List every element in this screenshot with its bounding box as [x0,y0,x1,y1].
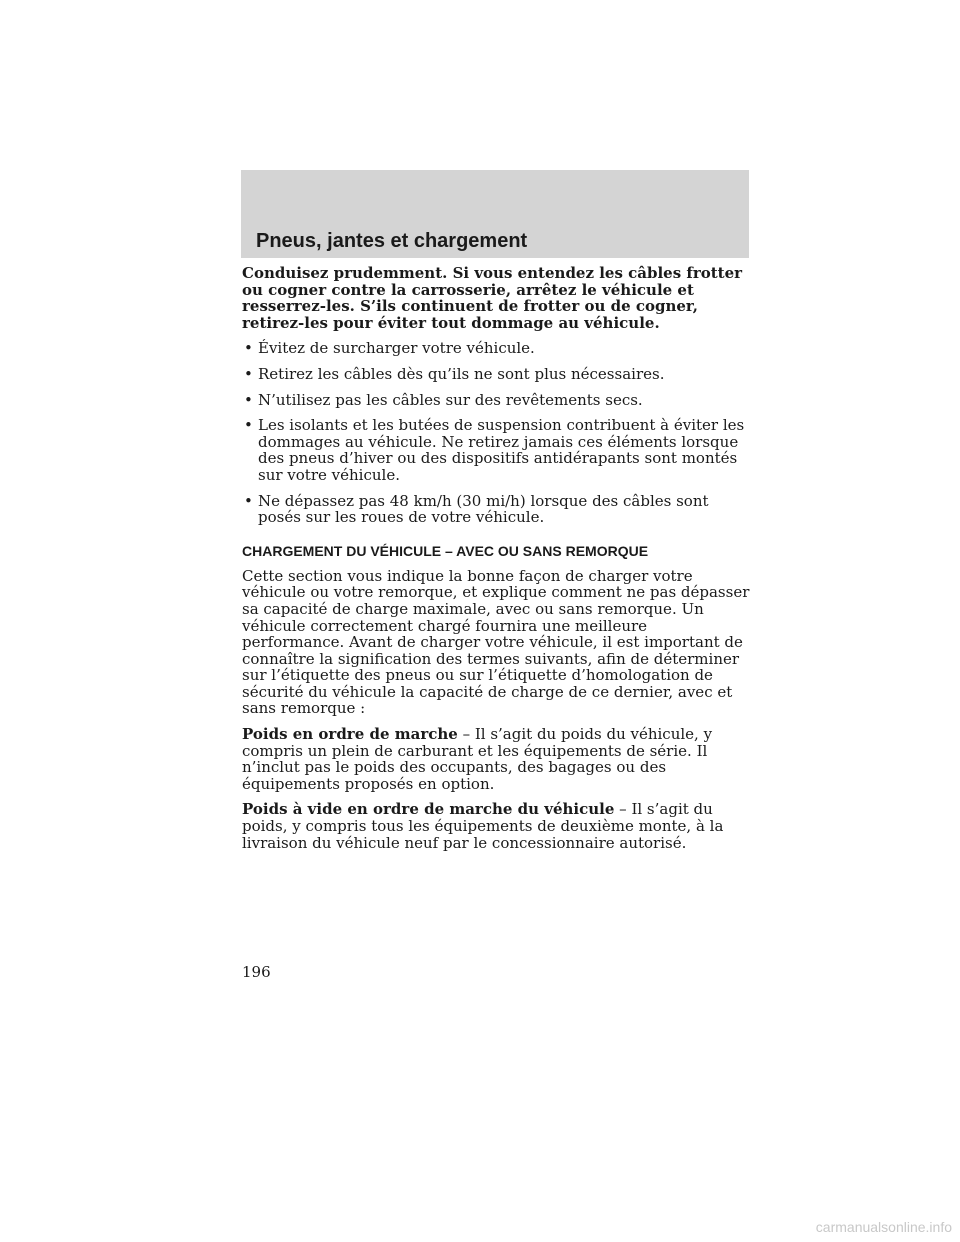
bullet-icon: • [244,491,253,510]
section-title: Pneus, jantes et chargement [256,230,528,252]
list-item [242,493,750,526]
definition-vehicle-curb-weight [242,801,750,851]
list-item-text: Ne dépassez pas 48 km/h (30 mi/h) lorsque des câbles sont posés sur les roues de votre véhicule. [258,491,709,527]
list-item [242,417,750,483]
page-content [242,265,750,860]
list-item [242,366,750,383]
definition-term: Poids en ordre de marche [242,725,458,744]
definition-text: – Il s’agit du poids du véhicule, y compris un plein de carburant et les équipements de série. Il n’inclut pas le poids des occupants, des bagages ou des équipements proposés en option. [242,725,713,793]
warning-paragraph: Conduisez prudemment. Si vous entendez les câbles frotter ou cogner contre la carrosserie, arrêtez le véhicule et resserrez-les. S’ils continuent de frotter ou de cogner, retirez-les pour éviter tout dommage au véhicule. [242,264,743,332]
list-item-text: N’utilisez pas les câbles sur des revêtements secs. [258,390,643,409]
list-item-text: Les isolants et les butées de suspension contribuent à éviter les dommages au véhicule. Ne retirez jamais ces éléments lorsque des pneus d’hiver ou des dispositifs antidérapants sont montés sur votre véhicule. [258,416,745,484]
bullet-icon: • [244,339,253,358]
loading-subheading: CHARGEMENT DU VÉHICULE – AVEC OU SANS REMORQUE [242,542,649,559]
intro-paragraph: Cette section vous indique la bonne façon de charger votre véhicule ou votre remorque, et explique comment ne pas dépasser sa capacité de charge maximale, avec ou sans remorque. Un véhicule correctement chargé fournira une meilleure performance. Avant de charger votre véhicule, il est important de connaître la signification des termes suivants, afin de déterminer sur l’étiquette des pneus ou sur l’étiquette d’homologation de sécurité du véhicule la capacité de charge de ce dernier, avec et sans remorque : [242,566,750,718]
definition-text: – Il s’agit du poids, y compris tous les équipements de deuxième monte, à la livraison du véhicule neuf par le concessionnaire autorisé. [242,800,724,852]
definition-curb-weight [242,726,750,792]
list-item [242,340,750,357]
list-item-text: Évitez de surcharger votre véhicule. [258,339,535,358]
list-item-text: Retirez les câbles dès qu’ils ne sont plus nécessaires. [258,364,665,383]
bullet-icon: • [244,364,253,383]
list-item [242,392,750,409]
bullet-icon: • [244,416,253,435]
bullet-list [242,340,750,525]
watermark: carmanualsonline.info [815,1219,952,1235]
definition-term: Poids à vide en ordre de marche du véhicule [242,800,615,819]
page-number: 196 [242,963,271,981]
bullet-icon: • [244,390,253,409]
